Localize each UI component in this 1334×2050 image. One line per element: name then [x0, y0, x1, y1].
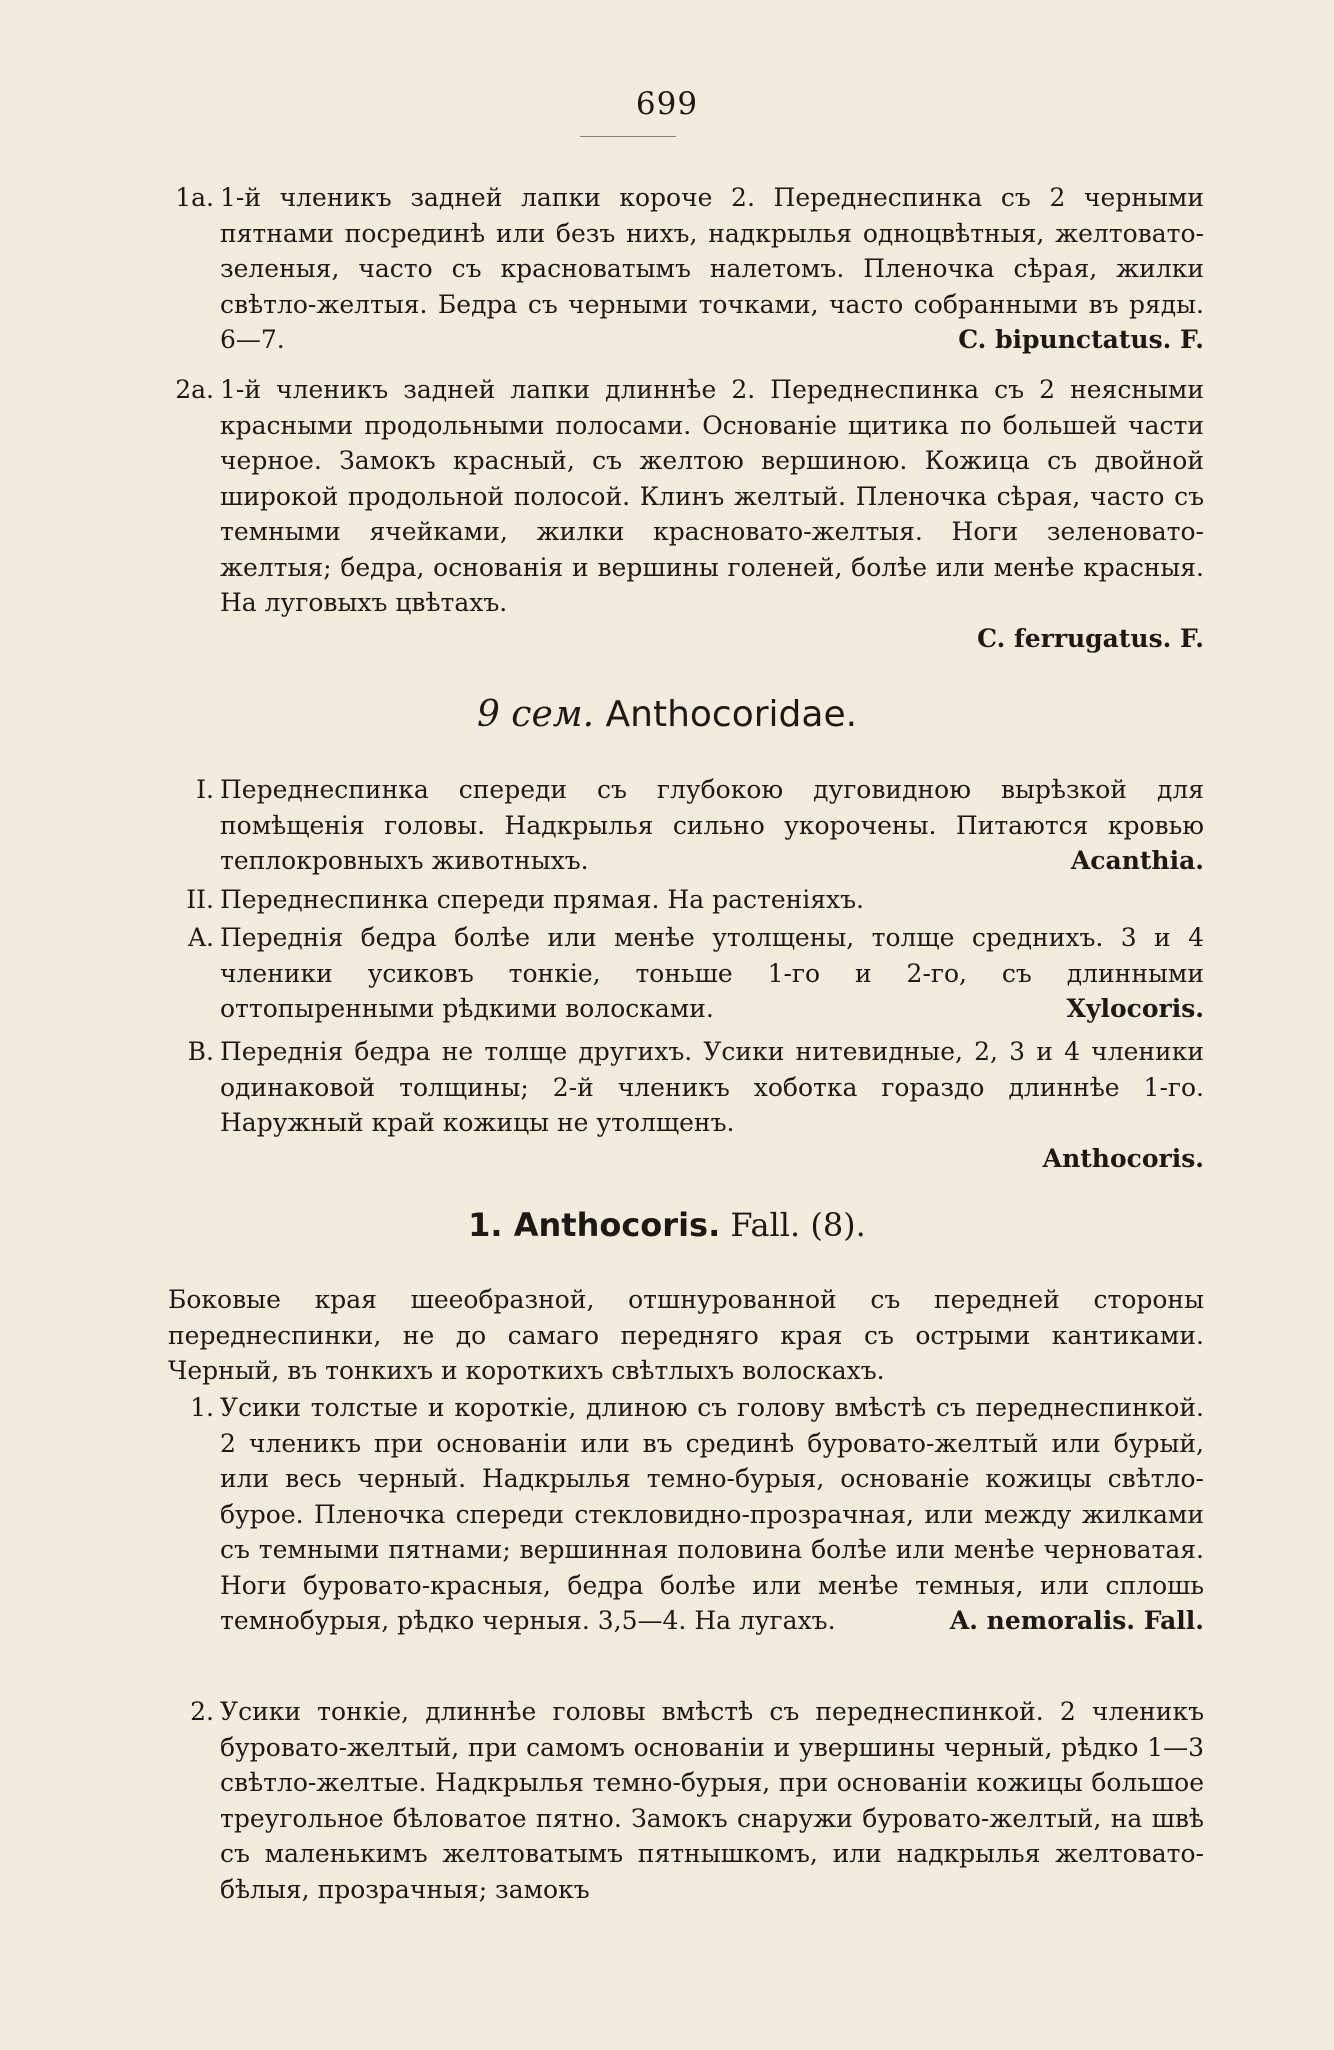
- entry-number: A.: [187, 923, 214, 952]
- family-prefix: 9 сем.: [476, 694, 595, 735]
- genus-name: Anthocoris.: [1042, 1143, 1204, 1173]
- entry-number: 1.: [190, 1393, 214, 1422]
- family-heading: [0, 694, 1334, 735]
- genus-heading-rest: Fall. (8).: [730, 1206, 866, 1244]
- genus-name: Acanthia.: [1070, 846, 1204, 875]
- key-entry-I: [196, 772, 1204, 879]
- key-entry-A: [187, 920, 1204, 1027]
- key-entry-B: [187, 1034, 1204, 1176]
- genus-entry-1: [190, 1390, 1204, 1639]
- entry-number: 2a.: [175, 375, 214, 404]
- entry-number: B.: [187, 1037, 214, 1066]
- page-number-rule: [580, 136, 676, 137]
- species-name: C. bipunctatus. F.: [958, 325, 1204, 354]
- key-entry-2a: [175, 372, 1204, 656]
- genus-heading: [0, 1206, 1334, 1244]
- species-name: C. ferrugatus. F.: [977, 623, 1204, 653]
- key-entry-II: [186, 882, 1204, 918]
- entry-text: 1-й членикъ задней лапки длиннѣе 2. Переднеспинка съ 2 неясными красными продольными полосами. Основаніе щитика по большей части черное. Замокъ красный, съ желтою вершиною. Кожица съ двойной широкой продольной полосой. Клинъ желтый. Пленочка сѣрая, часто съ темными ячейками, жилки красновато-желтыя. Ноги зеленовато-желтыя; бедра, основанія и вершины голеней, болѣе или менѣе красныя. На луговыхъ цвѣтахъ.: [220, 375, 1204, 617]
- entry-text: Переднеспинка спереди съ глубокою дуговидною вырѣзкой для помѣщенія головы. Надкрылья сильно укорочены. Питаются кровью теплокровныхъ животныхъ.: [220, 775, 1204, 875]
- genus-heading-name: 1. Anthocoris.: [468, 1206, 721, 1244]
- genus-name: Xylocoris.: [1066, 994, 1204, 1023]
- genus-description: Боковые края шеeобразной, отшнурованной съ передней стороны переднеспинки, не до самаго передняго края съ острыми кантиками. Черный, въ тонкихъ и короткихъ свѣтлыхъ волоскахъ.: [168, 1285, 1204, 1385]
- page-number: 699: [635, 86, 699, 122]
- entry-text: Переднія бедра болѣе или менѣе утолщены, толще среднихъ. 3 и 4 членики усиковъ тонкіе, тоньше 1-го и 2-го, съ длинными оттопыренными рѣдкими волосками.: [220, 923, 1204, 1023]
- entry-text: Переднія бедра не толще другихъ. Усики нитевидные, 2, 3 и 4 членики одинаковой толщины; 2-й членикъ хоботка гораздо длиннѣе 1-го. Наружный край кожицы не утолщенъ.: [220, 1037, 1204, 1137]
- genus-entry-2: [190, 1694, 1204, 1907]
- entry-text: 1-й членикъ задней лапки короче 2. Переднеспинка съ 2 черными пятнами посрединѣ или безъ нихъ, надкрылья одноцвѣтныя, желтовато-зеленыя, часто съ красноватымъ налетомъ. Пленочка сѣрая, жилки свѣтло-желтыя. Бедра съ черными точками, часто собранными въ ряды. 6—7.: [220, 183, 1204, 354]
- entry-text: Усики толстые и короткіе, длиною съ голову вмѣстѣ съ переднеспинкой. 2 членикъ при основаніи или въ срединѣ буровато-желтый или бурый, или весь черный. Надкрылья темно-бурыя, основаніе кожицы свѣтло-бурое. Пленочка спереди стекловидно-прозрачная, или между жилками съ темными пятнами; вершинная половина болѣе или менѣе черноватая. Ноги буровато-красныя, бедра болѣе или менѣе темныя, или сплошь темнобурыя, рѣдко черныя. 3,5—4. На лугахъ.: [220, 1393, 1204, 1635]
- entry-number: 1a.: [175, 183, 214, 212]
- key-entry-1a: [175, 180, 1204, 358]
- family-name: Anthocoridae.: [605, 694, 858, 735]
- species-name: A. nemoralis. Fall.: [949, 1606, 1204, 1635]
- entry-text: Переднеспинка спереди прямая. На растеніяхъ.: [220, 885, 864, 914]
- entry-number: 2.: [190, 1697, 214, 1726]
- entry-number: II.: [186, 885, 214, 914]
- entry-number: I.: [196, 775, 214, 804]
- entry-text: Усики тонкіе, длиннѣе головы вмѣстѣ съ переднеспинкой. 2 членикъ буровато-желтый, при самомъ основаніи и увершины черный, рѣдко 1—3 свѣтло-желтые. Надкрылья темно-бурыя, при основаніи кожицы большое треугольное бѣловатое пятно. Замокъ снаружи буровато-желтый, на швѣ съ маленькимъ желтоватымъ пятнышкомъ, или надкрылья желтовато-бѣлыя, прозрачныя; замокъ: [220, 1697, 1204, 1904]
